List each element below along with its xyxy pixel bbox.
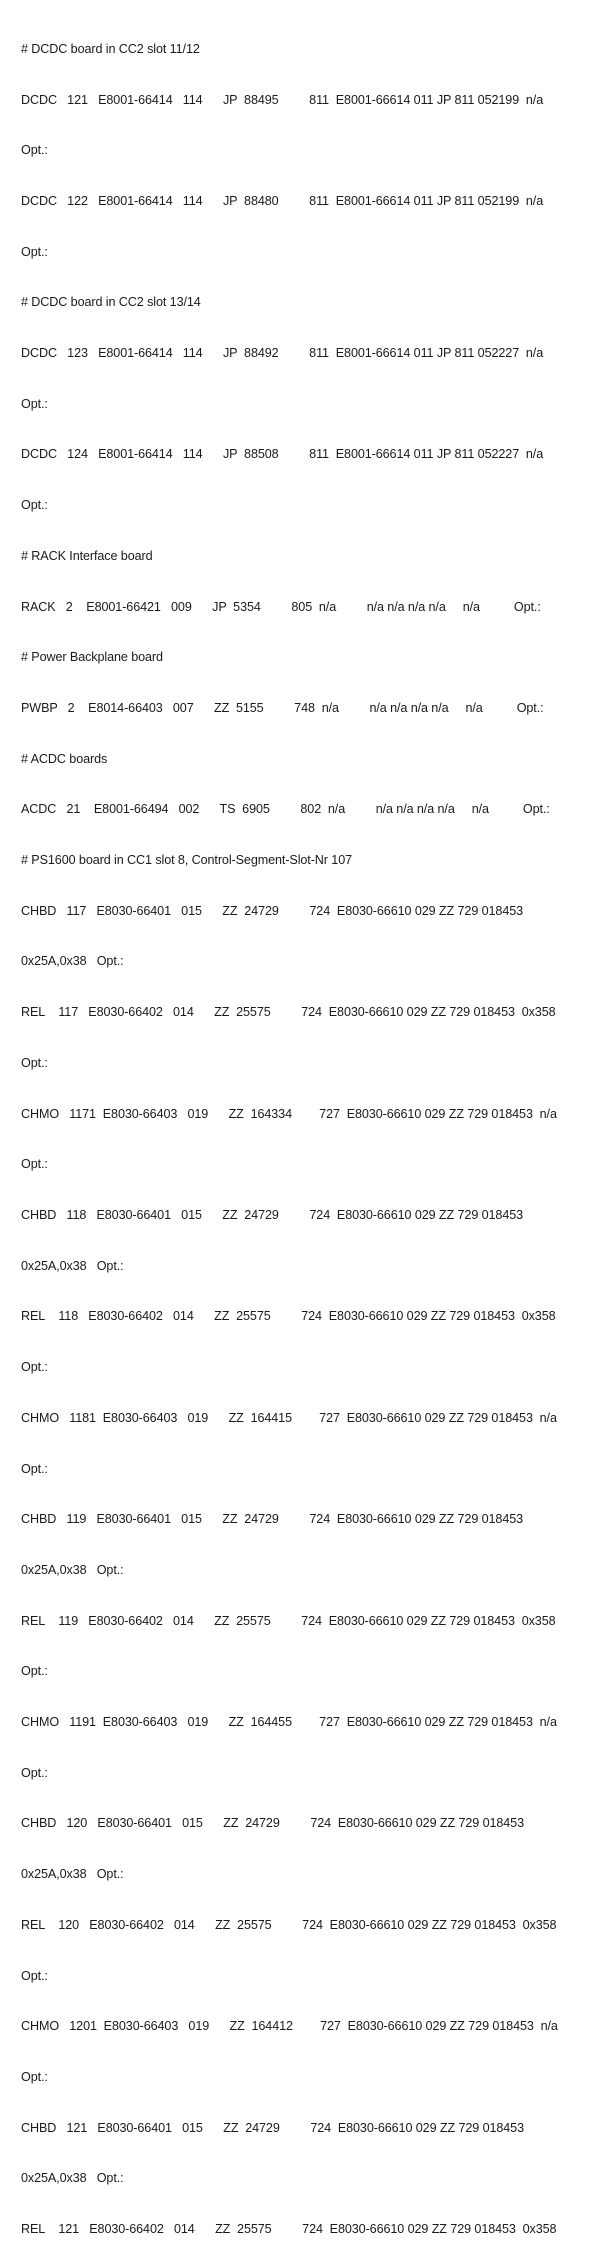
record-line: REL 118 E8030-66402 014 ZZ 25575 724 E8030-66610 029 ZZ 729 018453 0x358 bbox=[21, 1309, 556, 1324]
record-line: Opt.: bbox=[21, 1968, 48, 1983]
record-line: CHBD 118 E8030-66401 015 ZZ 24729 724 E8030-66610 029 ZZ 729 018453 bbox=[21, 1207, 524, 1222]
record-line: DCDC 121 E8001-66414 114 JP 88495 811 E8001-66614 011 JP 811 052199 n/a bbox=[21, 92, 544, 107]
record-line: CHBD 117 E8030-66401 015 ZZ 24729 724 E8030-66610 029 ZZ 729 018453 bbox=[21, 903, 524, 918]
record-line: REL 120 E8030-66402 014 ZZ 25575 724 E8030-66610 029 ZZ 729 018453 0x358 bbox=[21, 1917, 557, 1932]
record-line: CHMO 1191 E8030-66403 019 ZZ 164455 727 E8030-66610 029 ZZ 729 018453 n/a bbox=[21, 1715, 557, 1730]
record-line: DCDC 122 E8001-66414 114 JP 88480 811 E8001-66614 011 JP 811 052199 n/a bbox=[21, 193, 544, 208]
record-line: REL 119 E8030-66402 014 ZZ 25575 724 E8030-66610 029 ZZ 729 018453 0x358 bbox=[21, 1613, 556, 1628]
record-line: Opt.: bbox=[21, 1157, 48, 1172]
record-line: Opt.: bbox=[21, 396, 48, 411]
section-comment: # RACK Interface board bbox=[21, 548, 153, 563]
record-line: REL 117 E8030-66402 014 ZZ 25575 724 E8030-66610 029 ZZ 729 018453 0x358 bbox=[21, 1005, 556, 1020]
record-line: CHBD 121 E8030-66401 015 ZZ 24729 724 E8030-66610 029 ZZ 729 018453 bbox=[21, 2120, 524, 2135]
record-line: CHBD 120 E8030-66401 015 ZZ 24729 724 E8030-66610 029 ZZ 729 018453 bbox=[21, 1816, 524, 1831]
document-text bbox=[21, 7, 558, 2255]
record-line: 0x25A,0x38 Opt.: bbox=[21, 1258, 124, 1273]
record-line: DCDC 124 E8001-66414 114 JP 88508 811 E8001-66614 011 JP 811 052227 n/a bbox=[21, 447, 544, 462]
record-line: Opt.: bbox=[21, 1055, 48, 1070]
record-line: ACDC 21 E8001-66494 002 TS 6905 802 n/a n/a n/a n/a n/a n/a Opt.: bbox=[21, 802, 550, 817]
record-line: PWBP 2 E8014-66403 007 ZZ 5155 748 n/a n/a n/a n/a n/a n/a Opt.: bbox=[21, 700, 544, 715]
section-comment: # ACDC boards bbox=[21, 751, 108, 766]
record-line: 0x25A,0x38 Opt.: bbox=[21, 1867, 124, 1882]
section-comment: # PS1600 board in CC1 slot 8, Control-Segment-Slot-Nr 107 bbox=[21, 853, 353, 868]
record-line: 0x25A,0x38 Opt.: bbox=[21, 954, 124, 969]
record-line: CHBD 119 E8030-66401 015 ZZ 24729 724 E8030-66610 029 ZZ 729 018453 bbox=[21, 1512, 524, 1527]
section-comment: # DCDC board in CC2 slot 11/12 bbox=[21, 41, 200, 56]
record-line: Opt.: bbox=[21, 1360, 48, 1375]
record-line: Opt.: bbox=[21, 2069, 48, 2084]
record-line: CHMO 1201 E8030-66403 019 ZZ 164412 727 E8030-66610 029 ZZ 729 018453 n/a bbox=[21, 2019, 558, 2034]
record-line: CHMO 1181 E8030-66403 019 ZZ 164415 727 E8030-66610 029 ZZ 729 018453 n/a bbox=[21, 1410, 557, 1425]
record-line: Opt.: bbox=[21, 1664, 48, 1679]
record-line: 0x25A,0x38 Opt.: bbox=[21, 1562, 124, 1577]
record-line: DCDC 123 E8001-66414 114 JP 88492 811 E8001-66614 011 JP 811 052227 n/a bbox=[21, 346, 544, 361]
record-line: 0x25A,0x38 Opt.: bbox=[21, 2171, 124, 2186]
record-line: Opt.: bbox=[21, 1461, 48, 1476]
record-line: CHMO 1171 E8030-66403 019 ZZ 164334 727 E8030-66610 029 ZZ 729 018453 n/a bbox=[21, 1106, 557, 1121]
record-line: RACK 2 E8001-66421 009 JP 5354 805 n/a n/a n/a n/a n/a n/a Opt.: bbox=[21, 599, 541, 614]
record-line: Opt.: bbox=[21, 1765, 48, 1780]
section-comment: # Power Backplane board bbox=[21, 650, 163, 665]
record-line: REL 121 E8030-66402 014 ZZ 25575 724 E8030-66610 029 ZZ 729 018453 0x358 bbox=[21, 2222, 557, 2237]
record-line: Opt.: bbox=[21, 244, 48, 259]
section-comment: # DCDC board in CC2 slot 13/14 bbox=[21, 295, 201, 310]
record-line: Opt.: bbox=[21, 143, 48, 158]
record-line: Opt.: bbox=[21, 498, 48, 513]
